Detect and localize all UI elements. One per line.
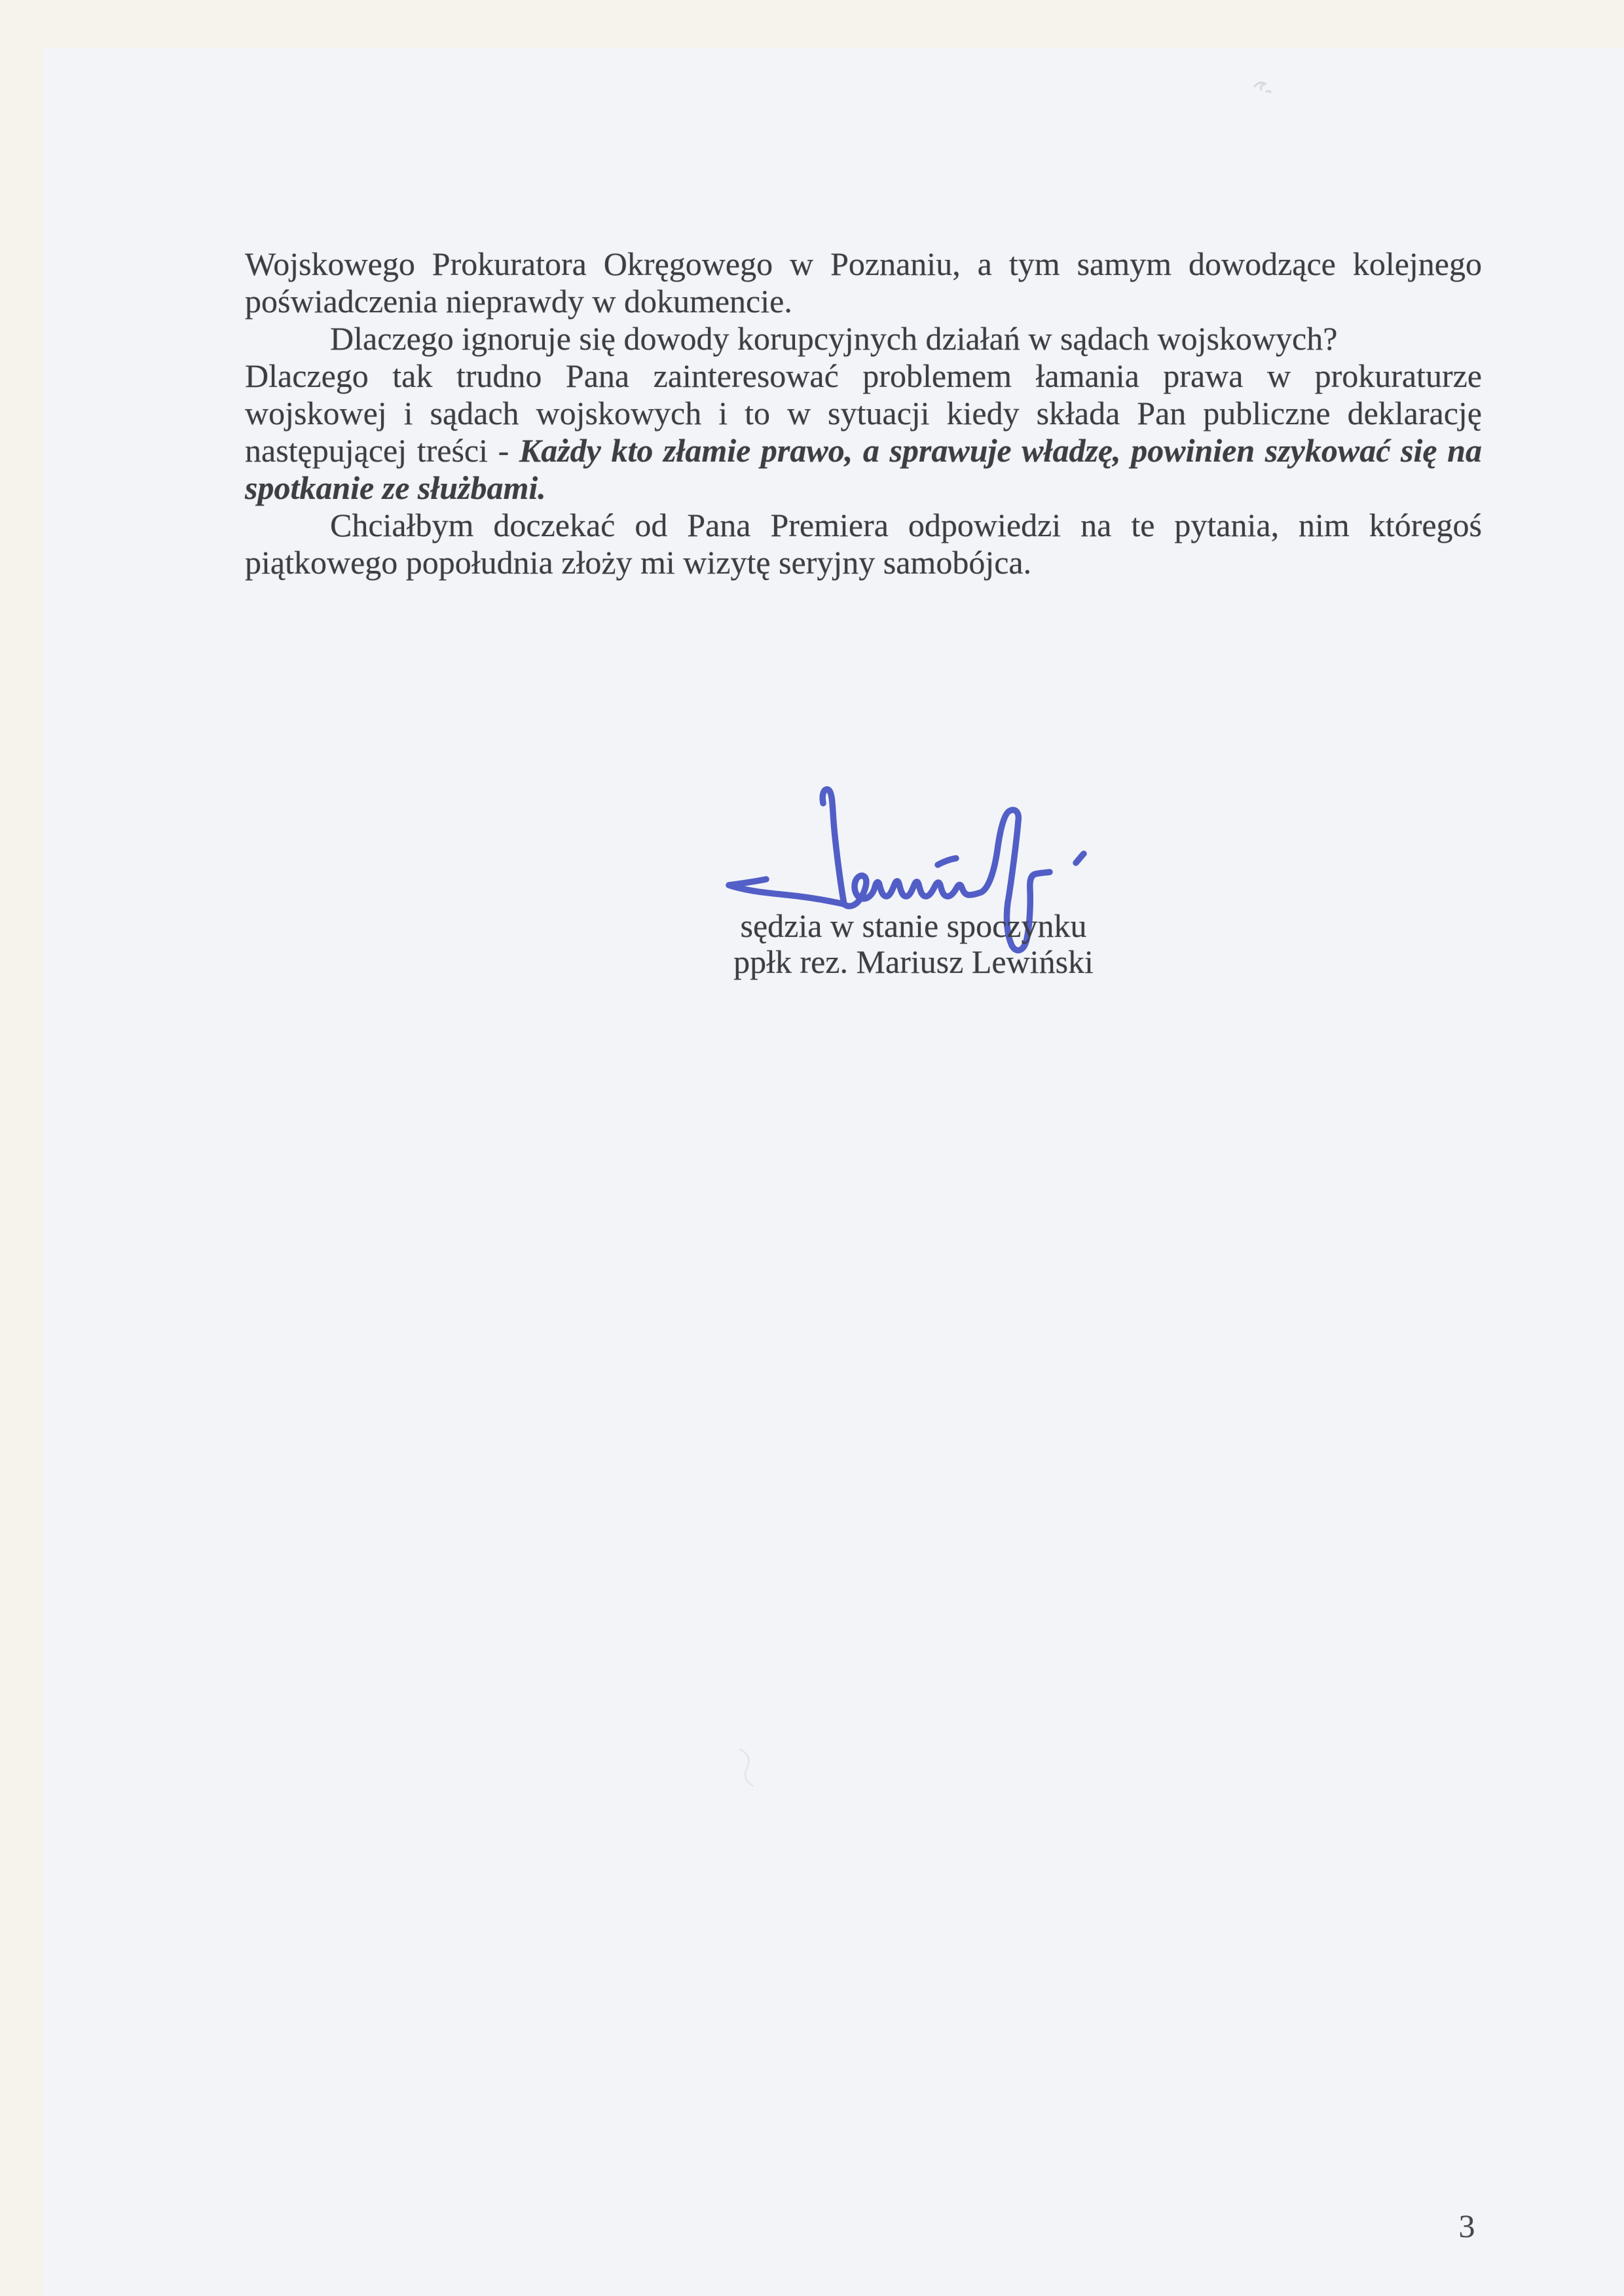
body-line (245, 469, 1482, 507)
body-line: poświadczenia nieprawdy w dokumencie. (245, 283, 792, 319)
page-number: 3 (1458, 2208, 1475, 2244)
body-line: Dlaczego ignoruje się dowody korupcyjnych działań w sądach wojskowych? (330, 320, 1338, 357)
body-line (245, 432, 1482, 469)
signature-name-line: ppłk rez. Mariusz Lewiński (733, 943, 1094, 980)
paper-crease-mark (732, 1747, 765, 1793)
body-line: piątkowego popołudnia złoży mi wizytę seryjny samobójca. (245, 544, 1032, 581)
quoted-declaration-text: spotkanie ze służbami. (245, 469, 546, 506)
signature-title-line: sędzia w stanie spoczynku (740, 907, 1087, 944)
body-line: Wojskowego Prokuratora Okręgowego w Poznaniu, a tym samym dowodzące kolejnego (245, 246, 1482, 282)
letter-body (245, 246, 1482, 581)
body-line: wojskowej i sądach wojskowych i to w sytuacji kiedy składa Pan publiczne deklarację (245, 395, 1482, 431)
signature-caption (697, 908, 1130, 980)
body-line: Chciałbym doczekać od Pana Premiera odpowiedzi na te pytania, nim któregoś (330, 507, 1482, 543)
quoted-declaration-text: Każdy kto złamie prawo, a sprawuje władzę, powinien szykować się na (519, 432, 1482, 469)
body-line: Dlaczego tak trudno Pana zainteresować problemem łamania prawa w prokuraturze (245, 357, 1482, 394)
scan-smudge-mark (1251, 77, 1277, 98)
body-line-normal-segment: następującej treści - (245, 432, 519, 469)
